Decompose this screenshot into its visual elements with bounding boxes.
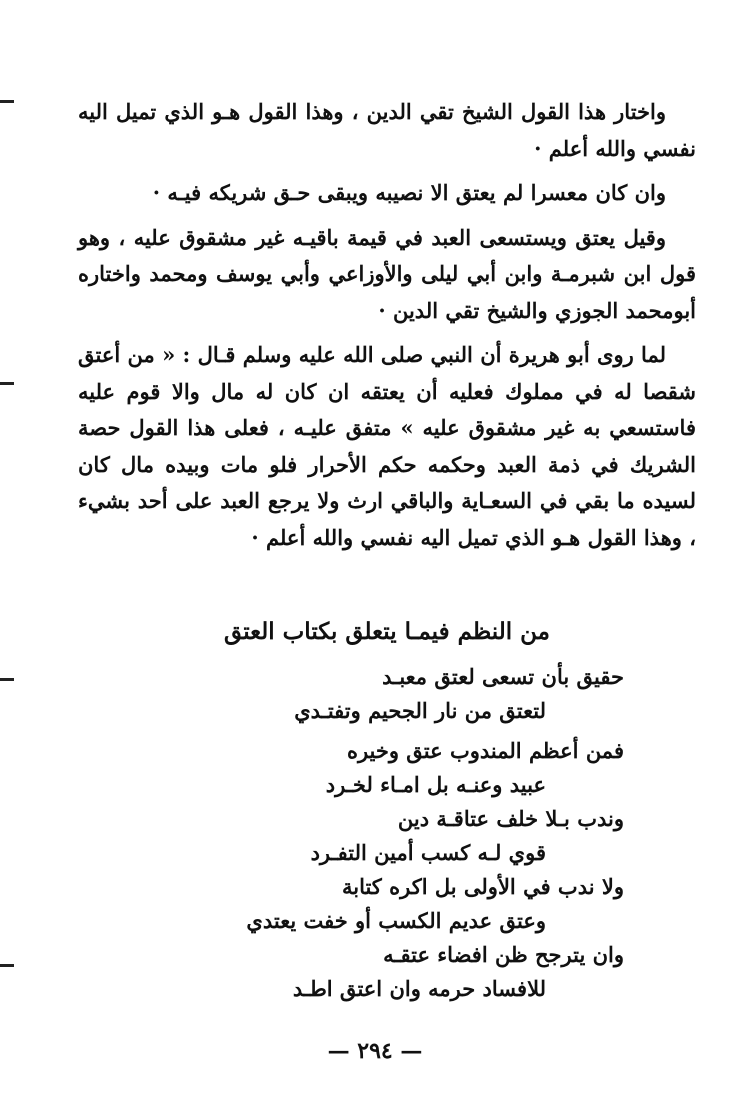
body-text: [78, 94, 696, 564]
margin-mark: [0, 382, 14, 385]
margin-mark: [0, 100, 14, 103]
verse-second-hemistich: للافساد حرمه وان اعتق اطـد: [292, 976, 546, 1001]
paragraph: واختار هذا القول الشيخ تقي الدين ، وهذا القول هـو الذي تميل اليه نفسي والله أعلم ·: [78, 99, 696, 161]
paragraph: وقيل يعتق ويستسعى العبد في قيمة باقيـه غير مشقوق عليه ، وهو قول ابن شبرمـة وابن أبي ليلى والأوزاعي وأبي يوسف ومحمد واختاره أبومحمد الجوزي والشيخ تقي الدين ·: [78, 224, 696, 323]
verse-second-hemistich: قوي لـه كسب أمين التفـرد: [310, 840, 546, 865]
section-heading: من النظم فيمـا يتعلق بكتاب العتق: [224, 618, 550, 645]
verse-first-hemistich: وندب بـلا خلف عتاقـة دين: [397, 806, 624, 831]
paragraph: لما روى أبو هريرة أن النبي صلى الله عليه وسلم قـال : « من أعتق شقصا له في مملوك فعليه أن يعتقه ان كان له مال والا قوم عليه فاستسعي به غير مشقوق عليه » متفق عليـه ، فعلى هذا القول حصة الشريك في ذمة العبد وحكمه حكم الأحرار فلو مات وبيده مال كان لسيده ما بقي في السعـاية والباقي ارث ولا يرجع العبد على أحد بشيء ، وهذا القول هـو الذي تميل اليه نفسي والله أعلم ·: [78, 342, 696, 550]
verse-second-hemistich: لتعتق من نار الجحيم وتفتـدي: [294, 698, 546, 723]
verse-first-hemistich: فمن أعظم المندوب عتق وخيره: [346, 738, 624, 763]
verse-first-hemistich: ولا ندب في الأولى بل اكره كتابة: [341, 874, 624, 899]
margin-mark: [0, 964, 14, 967]
page-number: — ٢٩٤ —: [327, 1038, 423, 1064]
poem: [78, 660, 696, 1006]
verse-first-hemistich: وان يترجح ظن افضاء عتقـه: [383, 942, 624, 967]
verse-second-hemistich: وعتق عديم الكسب أو خفت يعتدي: [246, 908, 546, 933]
verse-second-hemistich: عبيد وعنـه بل امـاء لخـرد: [325, 772, 546, 797]
margin-mark: [0, 678, 14, 681]
paragraph: وان كان معسرا لم يعتق الا نصيبه ويبقى حـق شريكه فيـه ·: [152, 180, 666, 205]
verse-first-hemistich: حقيق بأن تسعى لعتق معبـد: [382, 664, 624, 689]
